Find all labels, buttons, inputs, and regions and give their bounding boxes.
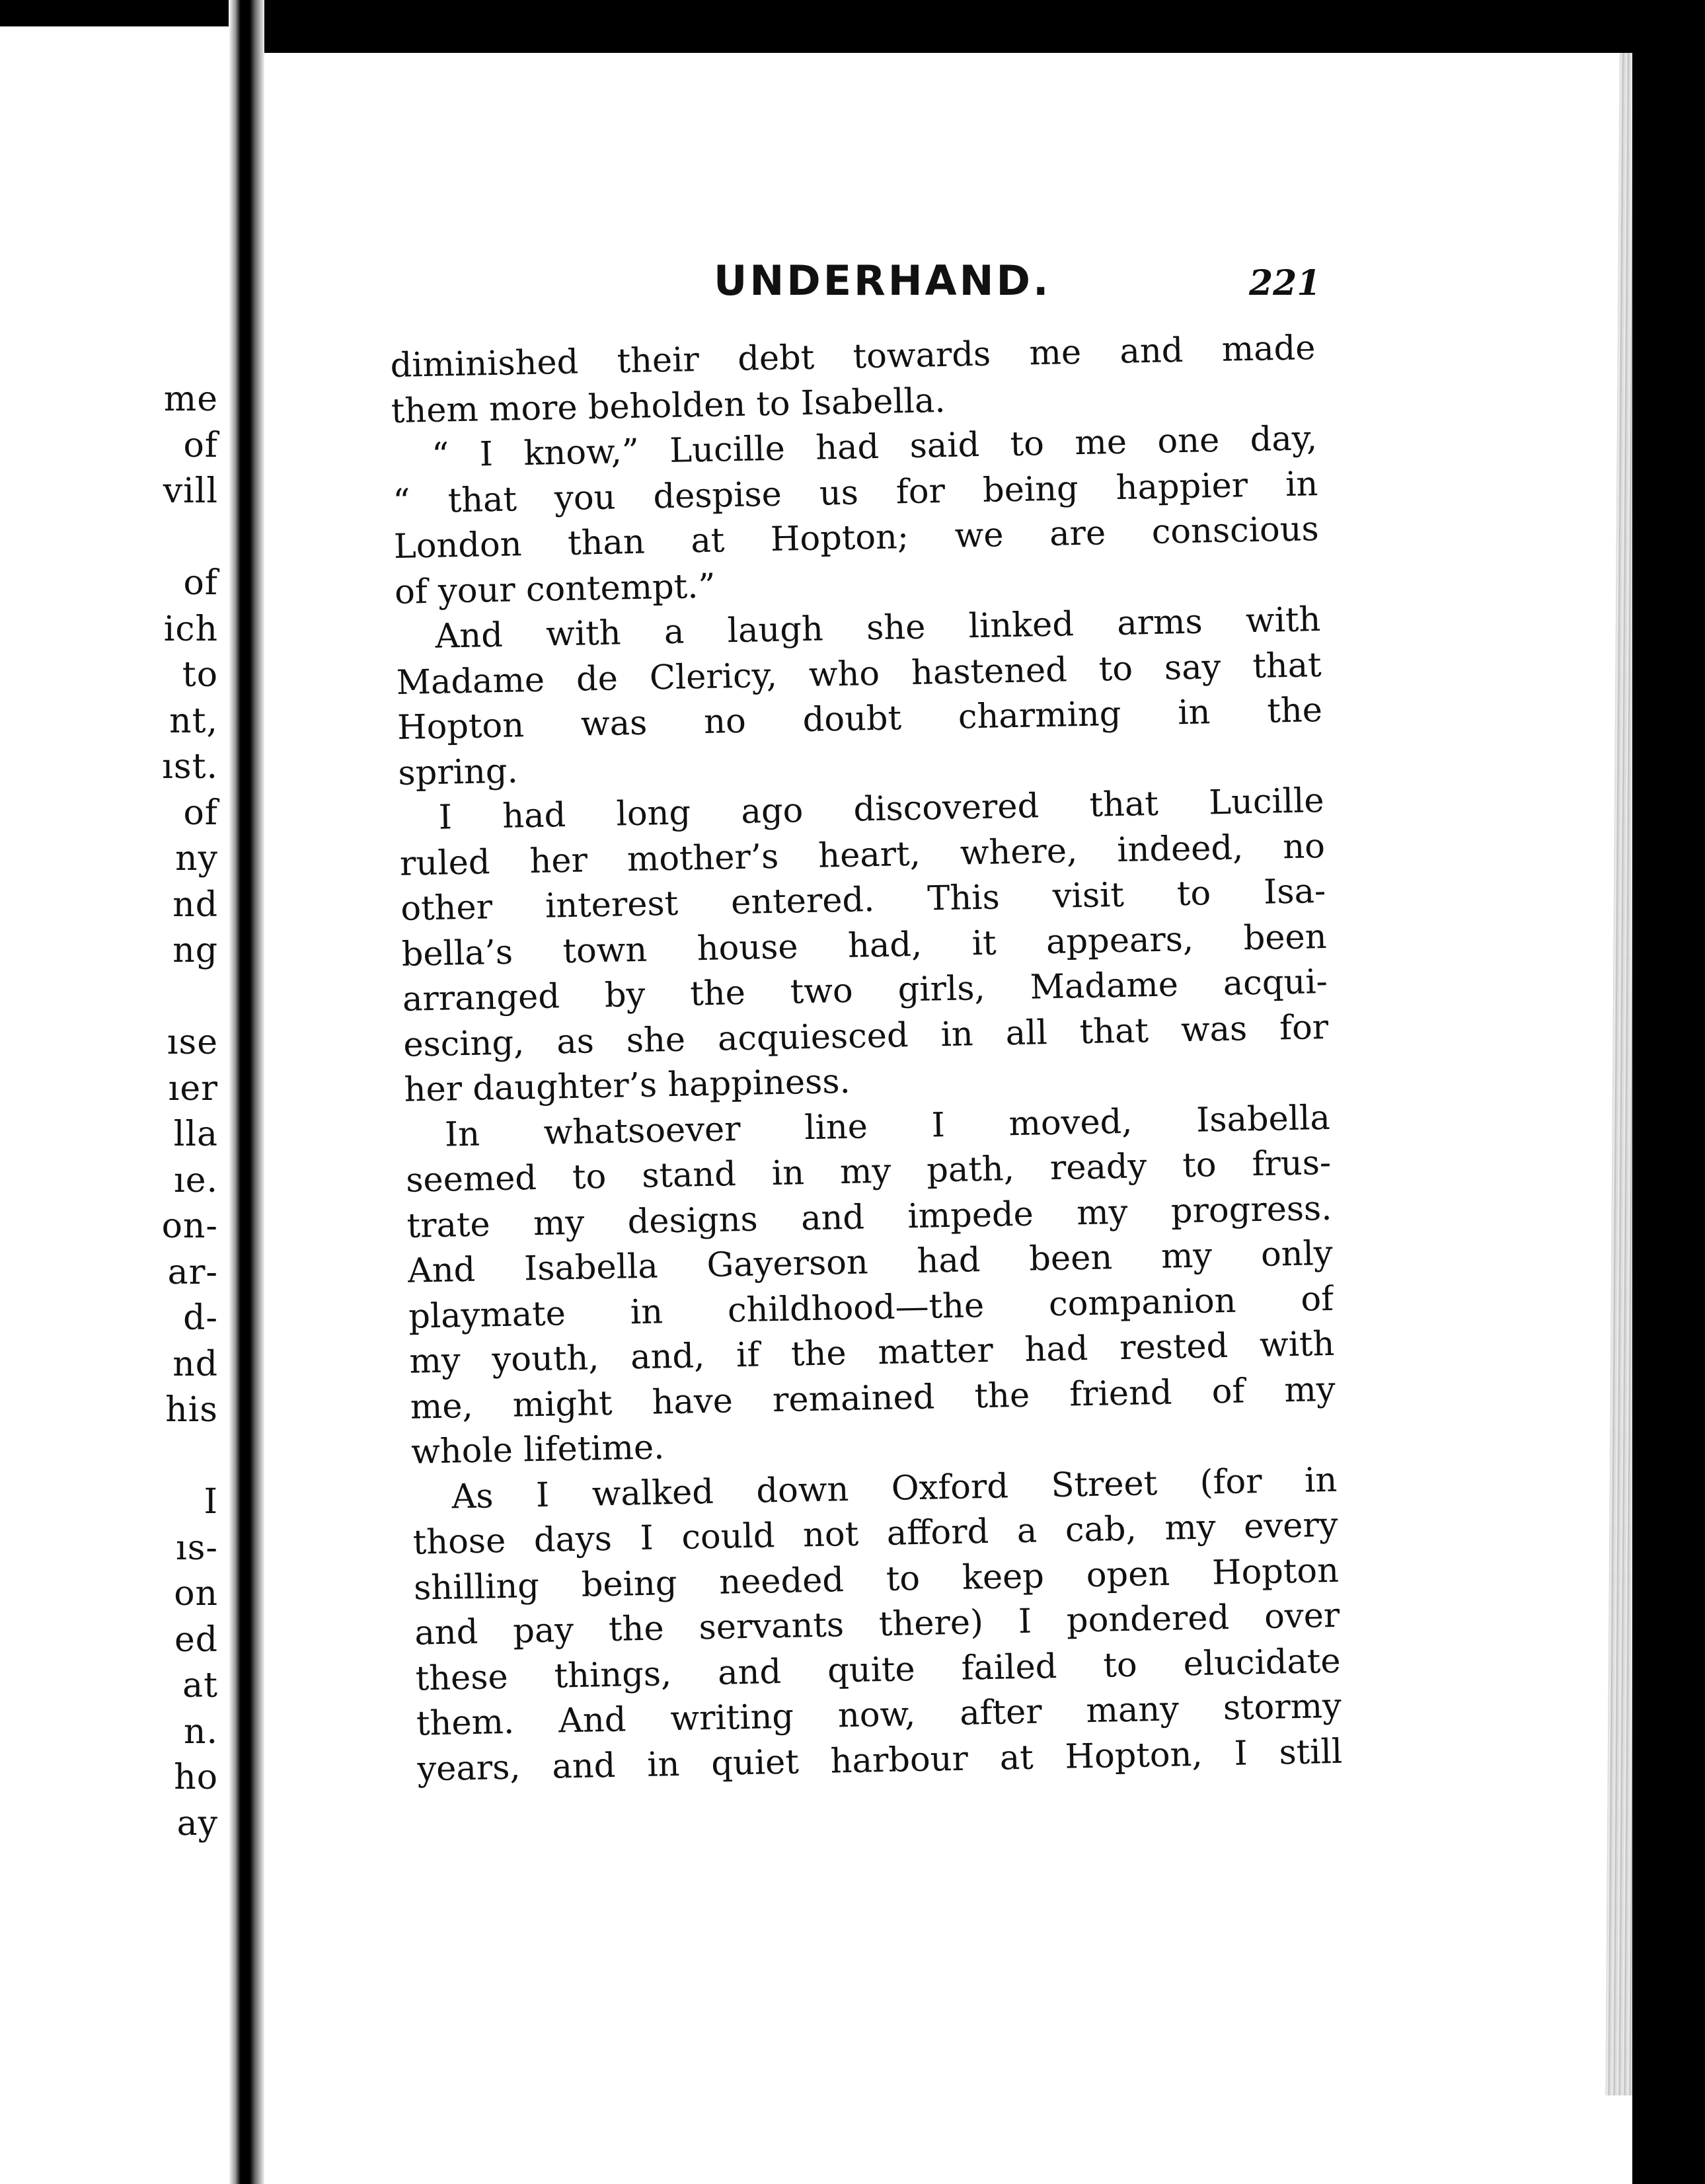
text-line: As I walked down Oxford Street (for in	[451, 1460, 1338, 1517]
text-line: “ that you despise us for being happier in	[393, 464, 1318, 522]
text-line: escing, as she acquiesced in all that was for	[402, 1007, 1329, 1065]
previous-page-line-fragment: d-	[183, 1298, 218, 1338]
previous-page-line-fragment: on	[174, 1574, 218, 1614]
text-line: “ I know,” Lucille had said to me one day,	[431, 419, 1318, 475]
previous-page-line-fragment: of	[183, 563, 218, 603]
book-gutter	[229, 0, 264, 2184]
text-line: I had long ago discovered that Lucille	[438, 781, 1325, 838]
previous-page-line-fragment: nt,	[169, 701, 218, 741]
previous-page-line-fragment: nd	[172, 884, 218, 925]
previous-page-line-fragment: I	[204, 1482, 218, 1522]
previous-page-line-fragment: on-	[161, 1206, 218, 1246]
previous-page-line-fragment: ay	[176, 1803, 218, 1844]
text-line: spring.	[397, 751, 519, 793]
body-text	[390, 326, 1343, 1792]
text-line: In whatsoever line I moved, Isabella	[444, 1098, 1331, 1155]
previous-page-line-fragment: at	[182, 1666, 218, 1705]
running-head: UNDERHAND.	[714, 256, 1051, 305]
previous-page-line-fragment: ar-	[167, 1252, 218, 1292]
previous-page-line-fragment: n.	[183, 1711, 218, 1752]
previous-page-line-fragment: his	[165, 1390, 218, 1430]
text-line: ruled her mother’s heart, where, indeed, no	[399, 826, 1326, 884]
previous-page	[0, 26, 231, 2184]
previous-page-line-fragment: ıse	[167, 1023, 218, 1062]
text-line: them. And writing now, after many stormy	[416, 1686, 1342, 1744]
previous-page-line-fragment: ıst.	[162, 747, 218, 787]
text-line: other interest entered. This visit to Isa-	[400, 871, 1326, 929]
text-line: arranged by the two girls, Madame acqui-	[402, 962, 1328, 1019]
previous-page-line-fragment: to	[182, 655, 218, 695]
previous-page-line-fragment: ho	[174, 1758, 218, 1797]
previous-page-line-fragment: of	[183, 425, 218, 465]
previous-page-line-fragment	[0, 974, 218, 1021]
previous-page-line-fragment	[0, 515, 218, 561]
text-line: shilling being needed to keep open Hopton	[413, 1551, 1340, 1608]
text-line: Madame de Clericy, who hastened to say that	[396, 645, 1322, 703]
text-line: and pay the servants there) I pondered over	[414, 1596, 1340, 1653]
text-line: playmate in childhood—the companion of	[408, 1279, 1334, 1337]
previous-page-text-fragments	[0, 377, 218, 1847]
text-line: her daughter’s happiness.	[404, 1062, 851, 1110]
previous-page-line-fragment: nd	[172, 1344, 218, 1384]
text-line: London than at Hopton; we are conscious	[393, 510, 1320, 566]
previous-page-line-fragment: ıe.	[174, 1160, 218, 1200]
previous-page-line-fragment: ıs-	[176, 1528, 218, 1568]
previous-page-line-fragment: vill	[163, 471, 218, 511]
text-line: of your contempt.”	[394, 566, 716, 612]
text-line: those days I could not afford a cab, my every	[412, 1505, 1339, 1563]
text-line: Hopton was no doubt charming in the	[397, 691, 1323, 748]
previous-page-line-fragment: of	[183, 793, 218, 833]
previous-page-line-fragment: lla	[173, 1114, 218, 1154]
previous-page-line-fragment: ıer	[168, 1068, 218, 1109]
previous-page-line-fragment: ng	[172, 931, 218, 970]
text-line: seemed to stand in my path, ready to frus-	[405, 1143, 1332, 1200]
previous-page-line-fragment: ny	[175, 839, 218, 878]
text-line: my youth, and, if the matter had rested with	[409, 1324, 1335, 1382]
text-line: whole lifetime.	[410, 1428, 665, 1472]
scanner-right-border	[1632, 0, 1705, 2184]
previous-page-line-fragment: ed	[174, 1619, 218, 1660]
page-header	[714, 256, 1321, 316]
text-line: diminished their debt towards me and made	[390, 329, 1316, 385]
text-line: And with a laugh she linked arms with	[434, 600, 1321, 656]
previous-page-line-fragment	[0, 1434, 218, 1480]
text-line: years, and in quiet harbour at Hopton, I still	[416, 1732, 1343, 1789]
text-line: them more beholden to Isabella.	[391, 381, 946, 431]
text-line: trate my designs and impede my progress.	[406, 1189, 1332, 1246]
text-line: And Isabella Gayerson had been my only	[407, 1233, 1334, 1291]
text-line: me, might have remained the friend of my	[410, 1370, 1336, 1427]
text-line: bella’s town house had, it appears, been	[401, 917, 1328, 974]
page-number: 221	[1249, 263, 1321, 303]
text-line: these things, and quite failed to elucidate	[415, 1641, 1342, 1699]
previous-page-line-fragment: ich	[163, 609, 218, 649]
previous-page-line-fragment: me	[163, 379, 218, 419]
